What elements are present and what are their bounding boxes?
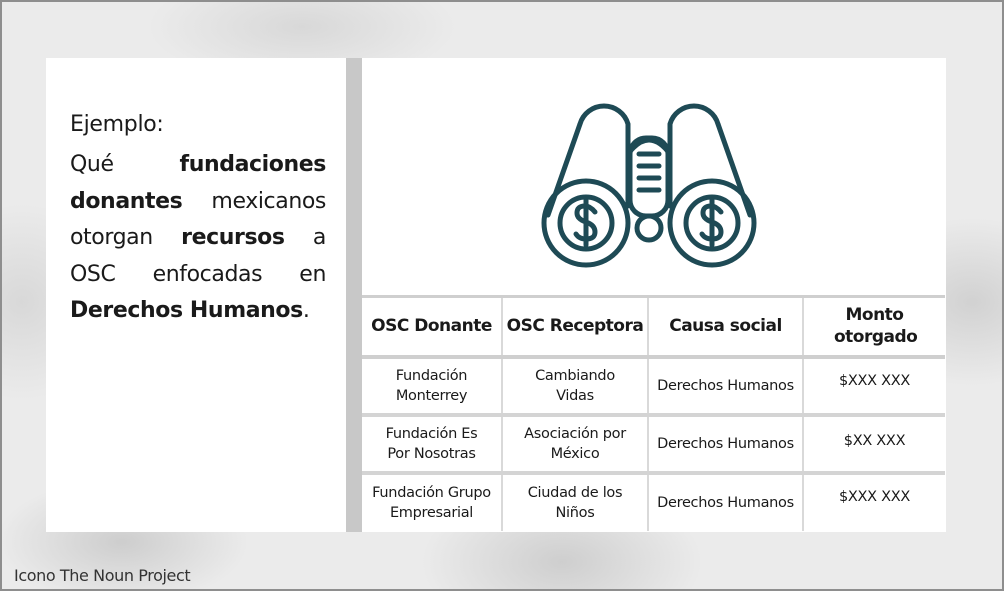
cell-causa: Derechos Humanos [648,357,803,415]
example-question [70,147,326,330]
cell-receptora: Asociación por México [502,415,648,473]
cell-causa: Derechos Humanos [648,415,803,473]
question-part-bold: fundaciones donantes [70,152,326,214]
table-row [362,357,945,415]
cell-receptora: Ciudad de los Niños [502,473,648,531]
cell-monto: $XXX XXX [838,372,911,389]
table-header-row [362,297,945,357]
header-monto-otorgado: Monto otorgado [834,305,918,348]
table-row [362,415,945,473]
cell-donante: Fundación Es Por Nosotras [362,415,502,473]
example-heading: Ejemplo: [70,112,164,137]
cell-donante: Fundación Monterrey [362,357,502,415]
icon-credit: Icono The Noun Project [14,566,191,585]
question-part: . [302,298,310,323]
binoculars-dollar-icon [540,102,758,272]
header-osc-receptora: OSC Receptora [502,297,648,357]
donations-table [362,295,945,531]
question-part: mexicanos otorgan [70,188,326,250]
header-osc-donante: OSC Donante [362,297,502,357]
cell-monto: $XX XXX [843,432,906,449]
question-part: Qué [70,152,180,177]
cell-donante: Fundación Grupo Empresarial [362,473,502,531]
vertical-divider [346,58,362,532]
question-part: a OSC enfocadas en [70,225,326,287]
header-causa-social: Causa social [648,297,803,357]
cell-receptora: Cambiando Vidas [502,357,648,415]
table-row [362,473,945,531]
example-text-block [70,112,326,330]
question-part-bold: Derechos Humanos [70,298,303,323]
cell-monto: $XXX XXX [838,488,911,505]
cell-causa: Derechos Humanos [648,473,803,531]
question-part-bold: recursos [181,225,285,250]
